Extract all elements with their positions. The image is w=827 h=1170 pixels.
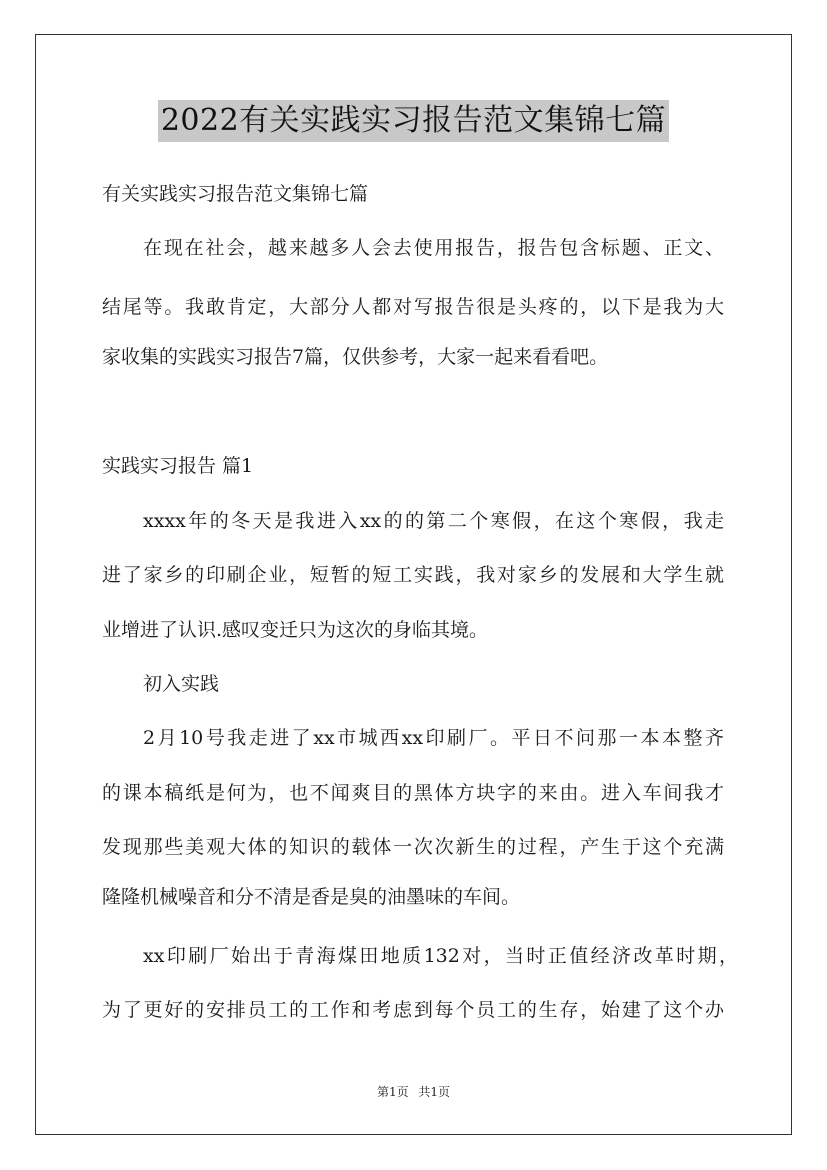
paragraph-line: 2月10号我走进了xx市城西xx印刷厂。平日不问那一本本整齐 bbox=[143, 727, 724, 749]
paragraph-line: 为了更好的安排员工的工作和考虑到每个员工的生存，始建了这个办 bbox=[102, 999, 724, 1021]
page-number: 第1页 bbox=[376, 1085, 409, 1099]
paragraph-line: xxxx年的冬天是我进入xx的的第二个寒假，在这个寒假，我走 bbox=[143, 510, 724, 532]
document-title: 2022有关实践实习报告范文集锦七篇 bbox=[158, 100, 669, 142]
paragraph-line: 的课本稿纸是何为，也不闻爽目的黑体方块字的来由。进入车间我才 bbox=[102, 782, 724, 804]
paragraph-line: 隆隆机械噪音和分不清是香是臭的油墨味的车间。 bbox=[102, 886, 521, 908]
paragraph-line: 进了家乡的印刷企业，短暂的短工实践，我对家乡的发展和大学生就 bbox=[102, 564, 724, 586]
paragraph-line: xx印刷厂始出于青海煤田地质132对，当时正值经济改革时期， bbox=[143, 945, 738, 967]
section-heading: 实践实习报告 篇1 bbox=[102, 455, 254, 477]
subtitle-line: 有关实践实习报告范文集锦七篇 bbox=[102, 183, 369, 205]
page-footer bbox=[0, 1083, 827, 1100]
page-total: 共1页 bbox=[418, 1085, 451, 1099]
paragraph-line: 结尾等。我敢肯定，大部分人都对写报告很是头疼的，以下是我为大 bbox=[102, 296, 724, 318]
paragraph-line: 发现那些美观大体的知识的载体一次次新生的过程，产生于这个充满 bbox=[102, 836, 724, 858]
paragraph-line: 业增进了认识.感叹变迁只为这次的身临其境。 bbox=[102, 619, 489, 641]
paragraph-line: 家收集的实践实习报告7篇，仅供参考，大家一起来看看吧。 bbox=[102, 346, 609, 368]
subsection-heading: 初入实践 bbox=[143, 673, 220, 695]
paragraph-line: 在现在社会，越来越多人会去使用报告，报告包含标题、正文、 bbox=[143, 237, 724, 259]
title-container bbox=[0, 100, 827, 142]
